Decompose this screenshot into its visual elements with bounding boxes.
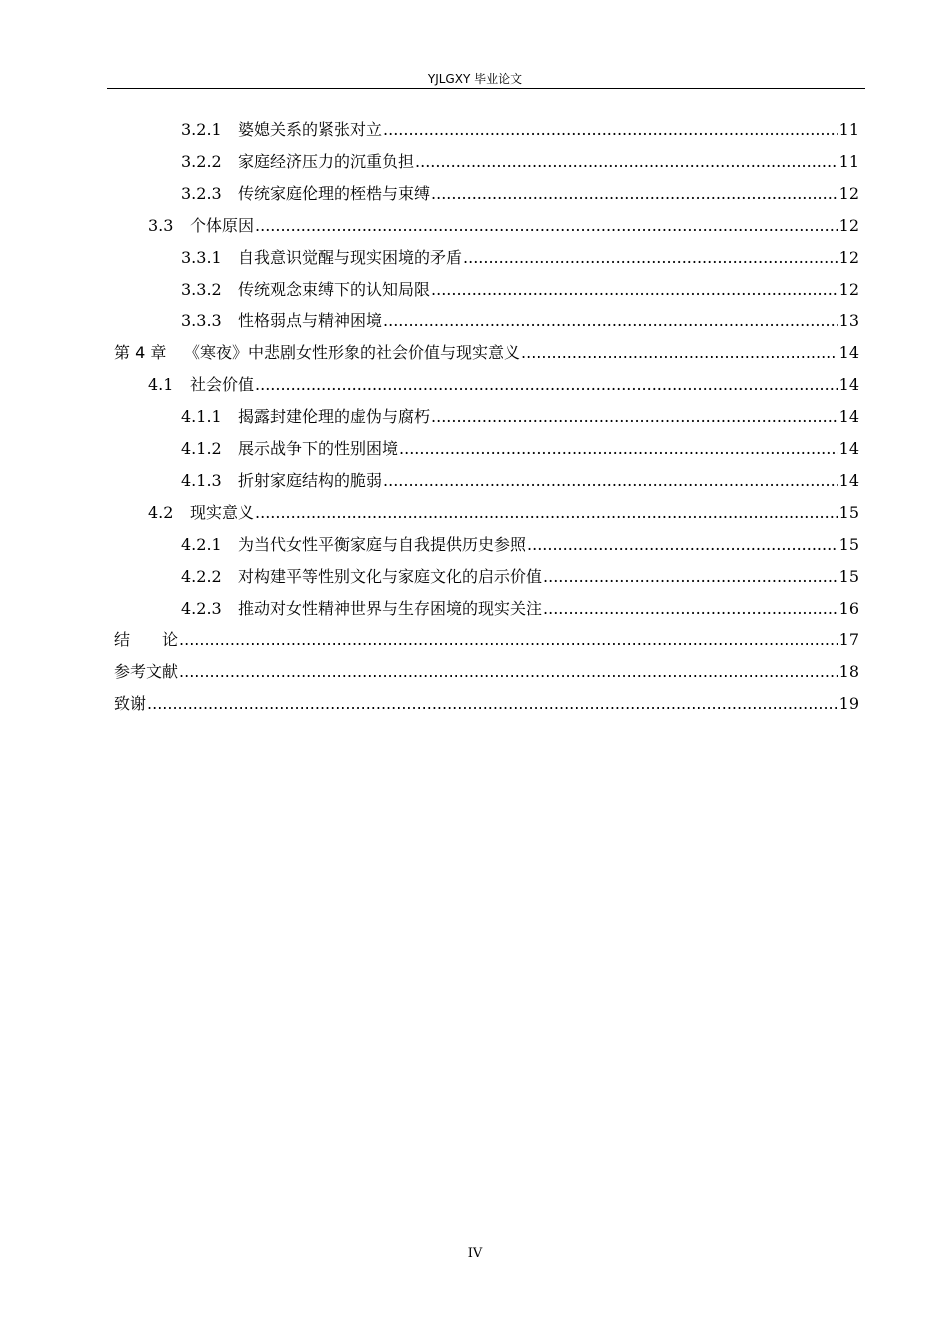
toc-dot-leader xyxy=(179,624,838,656)
toc-entry-number: 3.2.1 xyxy=(181,120,222,139)
toc-entry[interactable] xyxy=(114,337,859,369)
toc-entry-title: 传统观念束缚下的认知局限 xyxy=(238,279,431,299)
toc-entry[interactable] xyxy=(181,593,859,625)
toc-entry-page: 11 xyxy=(838,151,859,171)
toc-dot-leader xyxy=(383,114,838,146)
toc-entry-page: 12 xyxy=(838,279,859,299)
header-rule xyxy=(107,88,865,89)
toc-entry-number: 4.1.2 xyxy=(181,439,222,458)
toc-entry-page: 15 xyxy=(838,566,859,586)
toc-entry-page: 12 xyxy=(838,183,859,203)
toc-entry[interactable] xyxy=(114,624,859,656)
toc-entry-page: 12 xyxy=(838,215,859,235)
page-number-footer: IV xyxy=(467,1246,483,1261)
toc-entry-number: 3.3.1 xyxy=(181,247,222,267)
toc-entry-title: 社会价值 xyxy=(190,375,255,395)
toc-entry-number: 3.2.3 xyxy=(181,183,222,203)
toc-entry-page: 13 xyxy=(838,311,859,331)
toc-entry-page: 14 xyxy=(838,407,859,427)
toc-dot-leader xyxy=(543,593,838,625)
toc-entry-page: 11 xyxy=(838,120,859,139)
toc-entry-title: 《寒夜》中悲剧女性形象的社会价值与现实意义 xyxy=(184,343,521,363)
toc-entry-number: 4.2 xyxy=(148,502,174,522)
toc-entry-page: 19 xyxy=(838,694,859,714)
toc-entry[interactable] xyxy=(114,656,859,688)
toc-dot-leader xyxy=(431,401,838,433)
toc-entry-title: 致谢 xyxy=(114,694,147,714)
toc-entry-number: 4.1 xyxy=(148,375,174,395)
toc-entry-number: 4.1.3 xyxy=(181,470,222,490)
toc-entry-page: 15 xyxy=(838,534,859,554)
toc-entry-title: 现实意义 xyxy=(190,502,255,522)
toc-entry[interactable] xyxy=(181,401,859,433)
toc-entry-title: 个体原因 xyxy=(190,215,255,235)
toc-dot-leader xyxy=(521,337,838,369)
toc-entry-page: 12 xyxy=(838,247,859,267)
toc-dot-leader xyxy=(543,561,838,593)
toc-entry-title: 婆媳关系的紧张对立 xyxy=(238,120,383,139)
toc-entry[interactable] xyxy=(148,369,859,401)
toc-entry-title: 对构建平等性别文化与家庭文化的启示价值 xyxy=(238,566,543,586)
toc-entry-number: 4.2.3 xyxy=(181,598,222,618)
toc-entry-title: 折射家庭结构的脆弱 xyxy=(238,470,383,490)
toc-entry-title: 自我意识觉醒与现实困境的矛盾 xyxy=(238,247,463,267)
toc-entry-title: 展示战争下的性别困境 xyxy=(238,439,399,458)
toc-dot-leader xyxy=(147,688,838,720)
toc-entry-title: 家庭经济压力的沉重负担 xyxy=(238,151,415,171)
toc-dot-leader xyxy=(179,656,838,688)
toc-entry-number: 4.2.2 xyxy=(181,566,222,586)
toc-dot-leader xyxy=(527,529,838,561)
toc-entry[interactable] xyxy=(181,274,859,306)
toc-entry[interactable] xyxy=(181,465,859,497)
toc-entry-number: 3.3.3 xyxy=(181,311,222,331)
toc-entry-number: 3.3 xyxy=(148,215,174,235)
toc-entry[interactable] xyxy=(148,497,859,529)
toc-dot-leader xyxy=(431,178,838,210)
toc-entry-title: 结 论 xyxy=(114,630,179,650)
toc-dot-leader xyxy=(383,465,838,497)
toc-dot-leader xyxy=(399,433,838,465)
toc-dot-leader xyxy=(431,274,838,306)
toc-entry-title: 推动对女性精神世界与生存困境的现实关注 xyxy=(238,598,543,618)
toc-entry[interactable] xyxy=(181,178,859,210)
toc-entry-page: 17 xyxy=(838,630,859,650)
toc-entry[interactable] xyxy=(181,242,859,274)
toc-entry[interactable] xyxy=(181,114,859,146)
toc-entry-page: 14 xyxy=(838,343,859,363)
toc-entry-number: 4.1.1 xyxy=(181,407,222,427)
toc-entry-number: 3.3.2 xyxy=(181,279,222,299)
toc-dot-leader xyxy=(383,305,838,337)
toc-entry-number: 4.2.1 xyxy=(181,534,222,554)
toc-entry-title: 揭露封建伦理的虚伪与腐朽 xyxy=(238,407,431,427)
toc-entry-title: 为当代女性平衡家庭与自我提供历史参照 xyxy=(238,534,527,554)
toc-entry-page: 14 xyxy=(838,439,859,458)
toc-entry-number: 3.2.2 xyxy=(181,151,222,171)
toc-entry-page: 14 xyxy=(838,470,859,490)
toc-entry[interactable] xyxy=(181,433,859,465)
toc-entry-title: 参考文献 xyxy=(114,662,179,682)
toc-entry-title: 性格弱点与精神困境 xyxy=(238,311,383,331)
toc-dot-leader xyxy=(255,497,838,529)
toc-entry-number: 第 4 章 xyxy=(114,343,167,363)
toc-entry[interactable] xyxy=(181,305,859,337)
toc-dot-leader xyxy=(255,369,838,401)
toc-entry[interactable] xyxy=(148,210,859,242)
toc-entry-title: 传统家庭伦理的桎梏与束缚 xyxy=(238,183,431,203)
toc-entry[interactable] xyxy=(114,688,859,720)
toc-dot-leader xyxy=(463,242,838,274)
toc-entry[interactable] xyxy=(181,146,859,178)
toc-entry-page: 18 xyxy=(838,662,859,682)
toc-entry-page: 16 xyxy=(838,598,859,618)
page-header: YJLGXY 毕业论文 xyxy=(427,72,523,86)
toc-entry[interactable] xyxy=(181,561,859,593)
toc-entry-page: 15 xyxy=(838,502,859,522)
toc-entry-page: 14 xyxy=(838,375,859,395)
toc-entry[interactable] xyxy=(181,529,859,561)
toc-dot-leader xyxy=(255,210,838,242)
toc-dot-leader xyxy=(415,146,838,178)
